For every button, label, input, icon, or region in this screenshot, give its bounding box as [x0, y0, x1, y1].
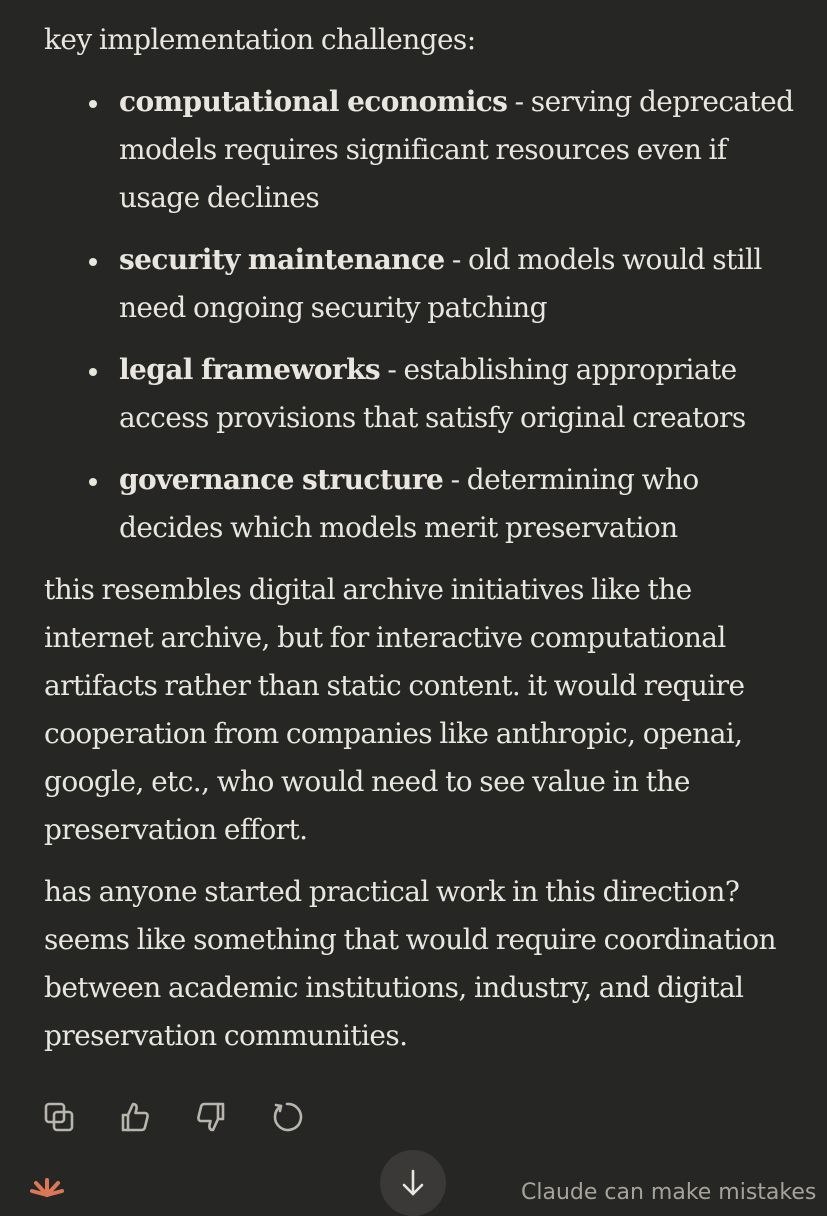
item-title: security maintenance: [119, 243, 445, 276]
thumbs-down-button[interactable]: [192, 1098, 230, 1136]
list-item: [119, 456, 799, 552]
message-actions: [40, 1098, 306, 1136]
item-title: computational economics: [119, 85, 508, 118]
list-item: [119, 78, 799, 222]
item-text: - establishing appropriate access provisions that satisfy original creators: [119, 353, 746, 434]
thumbs-up-icon: [118, 1100, 152, 1134]
assistant-message: [44, 16, 804, 1060]
arrow-down-icon: [398, 1168, 428, 1198]
item-title: governance structure: [119, 463, 444, 496]
retry-button[interactable]: [268, 1098, 306, 1136]
paragraph: has anyone started practical work in this direction? seems like something that would require coordination between academic institutions, industry, and digital preservation communities.: [44, 875, 776, 1052]
claude-spark-icon: [30, 1178, 64, 1212]
copy-icon: [42, 1100, 76, 1134]
thumbs-up-button[interactable]: [116, 1098, 154, 1136]
item-text: - determining who decides which models merit preservation: [119, 463, 699, 544]
list-item: [119, 236, 799, 332]
disclaimer-text: Claude can make mistakes: [521, 1180, 817, 1205]
scroll-to-bottom-button[interactable]: [380, 1150, 446, 1216]
item-text: - serving deprecated models requires significant resources even if usage declines: [119, 85, 794, 214]
challenges-list: [44, 78, 804, 552]
copy-button[interactable]: [40, 1098, 78, 1136]
item-title: legal frameworks: [119, 353, 381, 386]
intro-text: key implementation challenges:: [44, 23, 476, 56]
retry-icon: [270, 1100, 304, 1134]
paragraph: this resembles digital archive initiatives like the internet archive, but for interactive computational artifacts rather than static content. it would require cooperation from companies like anthropic, openai, google, etc., who would need to see value in the preservation effort.: [44, 573, 745, 846]
item-text: - old models would still need ongoing security patching: [119, 243, 762, 324]
thumbs-down-icon: [194, 1100, 228, 1134]
list-item: [119, 346, 799, 442]
